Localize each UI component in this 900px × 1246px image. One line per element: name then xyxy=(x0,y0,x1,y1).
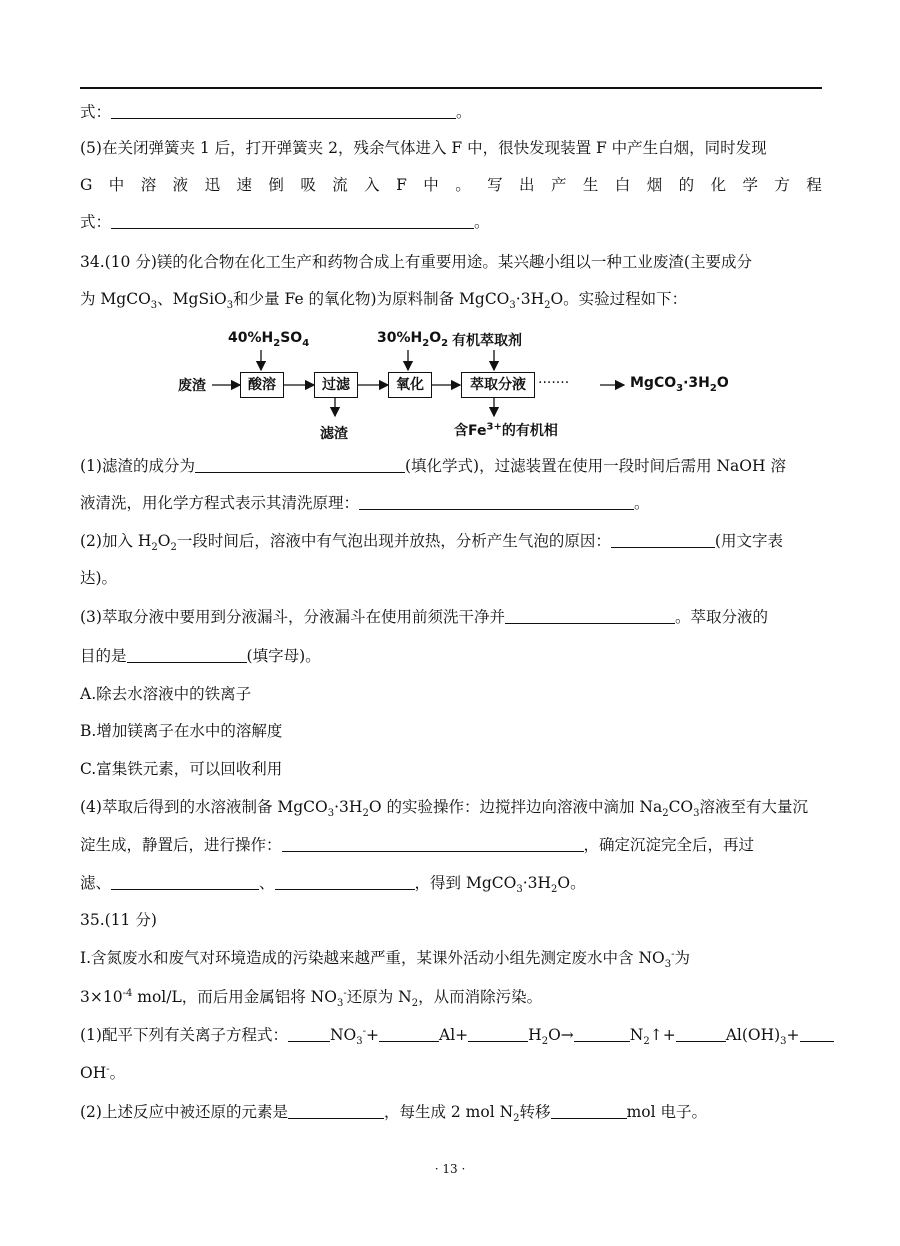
option-a: A.除去水溶液中的铁离子 xyxy=(80,685,252,703)
process-flow-diagram xyxy=(170,328,740,448)
top-rule xyxy=(80,87,822,89)
flow-start-label: 废渣 xyxy=(178,378,206,394)
coefficient-blank[interactable] xyxy=(676,1025,726,1042)
answer-blank[interactable] xyxy=(111,873,259,890)
q34-part1: (1)滤渣的成分为 (填化学式)，过滤装置在使用一段时间后需用 NaOH 溶 xyxy=(80,457,786,475)
justified-char: 白 xyxy=(614,176,631,194)
flow-box-extract: 萃取分液 xyxy=(461,372,535,398)
q35-equation: (1)配平下列有关离子方程式： $NO_3^-+ Al+ H_2O\to$ $N_2↑+ Al(OH)_3+$ xyxy=(80,1024,834,1046)
option-b: B.增加镁离子在水中的溶解度 xyxy=(80,722,283,740)
justified-char: 倒 xyxy=(268,176,284,194)
justified-char: 速 xyxy=(236,176,252,194)
coefficient-blank[interactable] xyxy=(379,1025,439,1042)
justified-char: 迅 xyxy=(204,176,221,194)
q35-equation-cont: OH-。 xyxy=(80,1063,126,1082)
q35-intro-2: $3\times 10^{-4}$ mol/L，而后用金属铝将 $NO_3^-$还原为 $N_2$，从而消除污染。 xyxy=(80,987,543,1010)
justified-char: 。 xyxy=(455,176,471,194)
q5-text-justified xyxy=(80,174,822,196)
q5-text: (5)在关闭弹簧夹 1 后，打开弹簧夹 2，残余气体进入 F 中，很快发现装置 F 中产生白烟，同时发现 xyxy=(80,139,767,157)
flow-product-label: $MgCO_3\cdot 3H_2O$ xyxy=(630,375,729,394)
justified-char: 溶 xyxy=(140,176,157,194)
q34-part2: (2)加入 $H_2O_2$一段时间后，溶液中有气泡出现并放热，分析产生气泡的原因： (用文字表 xyxy=(80,532,783,554)
q34-intro: 34.(10 分)镁的化合物在化工生产和药物合成上有重要用途。某兴趣小组以一种工业废渣(主要成分 xyxy=(80,253,752,271)
answer-blank[interactable] xyxy=(611,531,715,548)
justified-char: 产 xyxy=(550,176,567,194)
q34-part1-cont: 液清洗，用化学方程式表示其清洗原理： 。 xyxy=(80,494,650,512)
q34-part3: (3)萃取分液中要用到分液漏斗，分液漏斗在使用前须洗干净并 。萃取分液的 xyxy=(80,608,768,626)
justified-char: 方 xyxy=(774,176,790,194)
answer-blank[interactable] xyxy=(288,1102,384,1119)
justified-char: 液 xyxy=(172,176,189,194)
coefficient-blank[interactable] xyxy=(800,1025,834,1042)
justified-char: 入 xyxy=(364,176,380,194)
justified-char: 化 xyxy=(710,176,727,194)
flow-box-filter: 过滤 xyxy=(314,372,358,398)
q34-part3-cont: 目的是 (填字母)。 xyxy=(80,647,321,665)
flow-box-acid-dissolve: 酸溶 xyxy=(240,372,284,398)
justified-char: 程 xyxy=(806,176,822,194)
justified-char: 生 xyxy=(582,176,599,194)
justified-char: 的 xyxy=(678,176,695,194)
justified-char: 中 xyxy=(108,176,125,194)
option-c: C.富集铁元素，可以回收利用 xyxy=(80,760,283,778)
flow-dots: ······· xyxy=(538,375,570,391)
q4-answer-line: 式： 。 xyxy=(80,103,472,121)
answer-blank[interactable] xyxy=(111,102,456,119)
answer-blank[interactable] xyxy=(127,646,247,663)
flow-organic-phase-label: 含$Fe^{3+}$的有机相 xyxy=(454,421,558,439)
answer-blank[interactable] xyxy=(282,835,584,852)
answer-blank[interactable] xyxy=(195,456,405,473)
coefficient-blank[interactable] xyxy=(288,1025,330,1042)
justified-char: 出 xyxy=(519,176,535,194)
justified-char: 烟 xyxy=(646,176,663,194)
flow-reagent-extractant: 有机萃取剂 xyxy=(452,333,522,349)
answer-blank[interactable] xyxy=(551,1102,627,1119)
justified-char: G xyxy=(80,176,93,194)
q34-part4-line3: 滤、 、 ，得到 $MgCO_3\cdot 3H_2O$。 xyxy=(80,874,586,896)
flow-reagent-h2so4: $40\%H_2SO_4$ xyxy=(228,330,310,349)
justified-char: 写 xyxy=(487,176,503,194)
page-number: · 13 · xyxy=(434,1162,466,1176)
answer-blank[interactable] xyxy=(505,607,675,624)
q35-heading: 35.(11 分) xyxy=(80,911,157,929)
q34-part4-line2: 淀生成，静置后，进行操作： ，确定沉淀完全后，再过 xyxy=(80,836,755,854)
q34-part2-cont: 达)。 xyxy=(80,569,118,587)
coefficient-blank[interactable] xyxy=(468,1025,528,1042)
q34-part4: (4)萃取后得到的水溶液制备 $MgCO_3\cdot 3H_2O$ 的实验操作：边搅拌边向溶液中滴加 $Na_2CO_3$溶液至有大量沉 xyxy=(80,798,809,820)
coefficient-blank[interactable] xyxy=(574,1025,630,1042)
justified-char: 吸 xyxy=(300,176,316,194)
justified-char: 中 xyxy=(423,176,439,194)
answer-blank[interactable] xyxy=(359,493,634,510)
justified-char: F xyxy=(396,176,407,194)
answer-blank[interactable] xyxy=(111,212,474,229)
flow-residue-label: 滤渣 xyxy=(320,426,348,442)
q35-part2: (2)上述反应中被还原的元素是 ，每生成 2 mol $N_2$转移 mol 电子。 xyxy=(80,1103,707,1125)
answer-blank[interactable] xyxy=(275,873,415,890)
justified-char: 流 xyxy=(332,176,348,194)
flow-reagent-h2o2: $30\%H_2O_2$ xyxy=(377,330,449,349)
flow-box-oxidize: 氧化 xyxy=(388,372,432,398)
q35-intro: Ⅰ.含氮废水和废气对环境造成的污染越来越严重，某课外活动小组先测定废水中含 $NO_3^-$为 xyxy=(80,948,691,971)
q5-answer-line: 式： 。 xyxy=(80,213,490,231)
justified-char: 学 xyxy=(742,176,758,194)
q34-intro-2: 为 MgCO$_3$、MgSiO$_3$和少量 Fe 的氧化物)为原料制备 $MgCO_3\cdot 3H_2O$。实验过程如下： xyxy=(80,290,688,312)
